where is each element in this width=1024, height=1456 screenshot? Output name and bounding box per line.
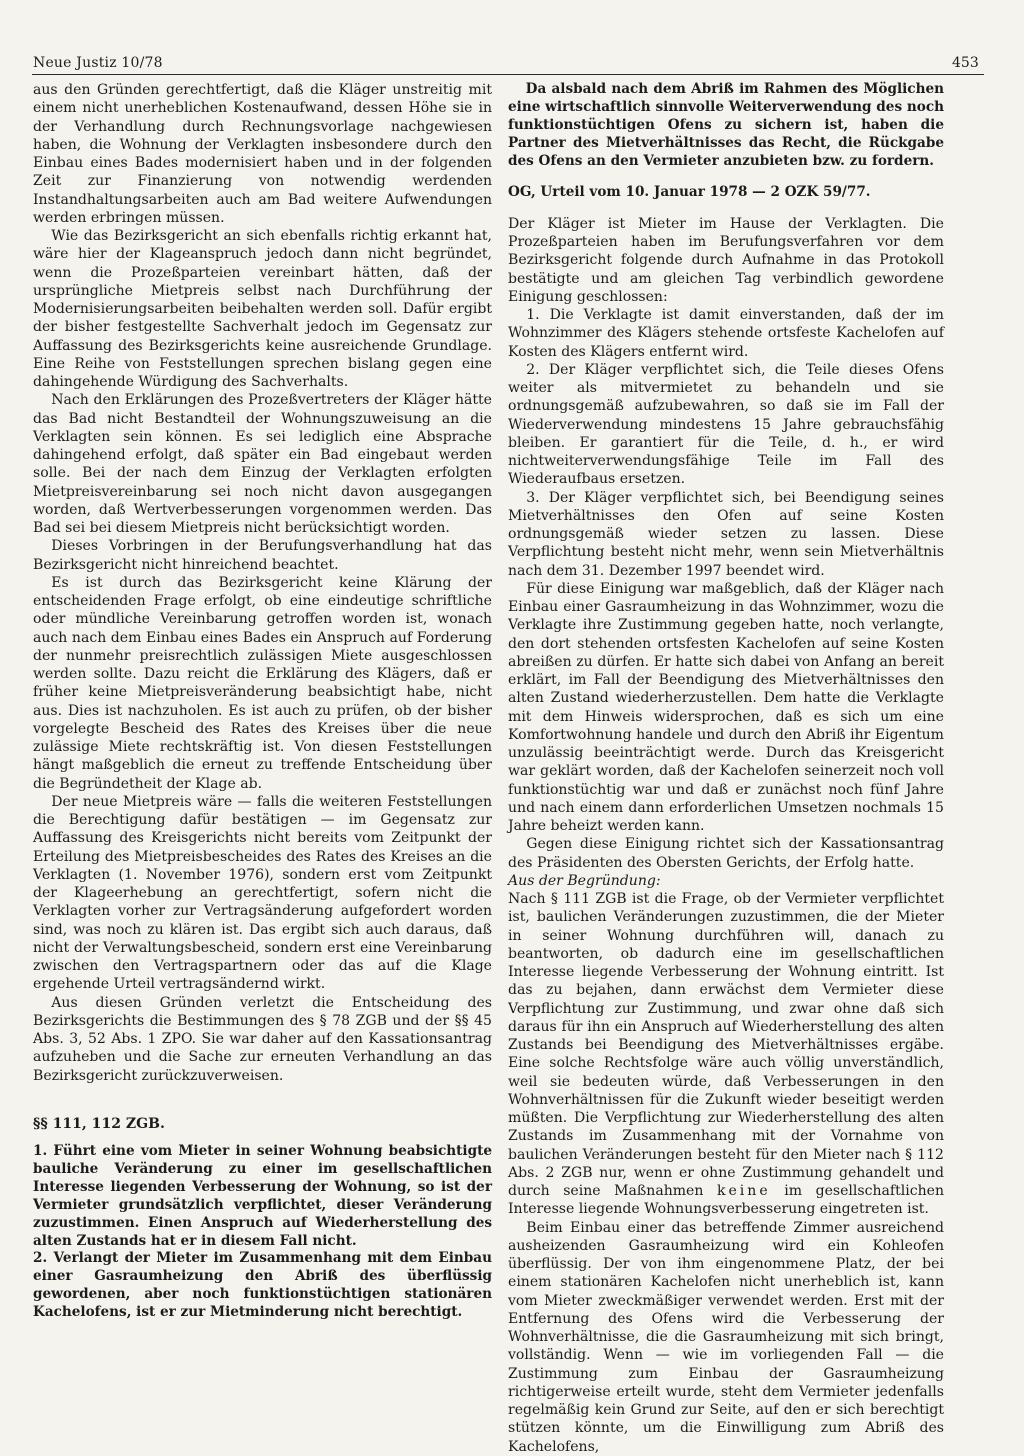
right-column (508, 81, 944, 1456)
paragraph: Gegen diese Einigung richtet sich der Kassationsantrag des Präsidenten des Obersten Gerichts, der Erfolg hatte. (508, 836, 944, 871)
paragraph: Beim Einbau einer das betreffende Zimmer ausreichend ausheizenden Gasraumheizung wird ein Kohleofen überflüssig. Der von ihm eingenommene Platz, der bei einem stationären Kachelofen nicht unerheblich ist, kann vom Mieter zweckmäßiger verwendet werden. Erst mit der Entfernung des Ofens wird die Verbesserung der Wohnverhältnisse, die die Gasraumheizung mit sich bringt, vollständig. Wenn — wie im vorliegenden Fall — die Zustimmung zum Einbau der Gasraumheizung richtigerweise erteilt wurde, steht dem Vermieter jedenfalls regelmäßig kein Grund zur Seite, auf den er sich berechtigt stützen könnte, um die Einwilligung zum Abriß des Kachelofens, (508, 1219, 944, 1455)
paragraph (508, 890, 944, 1219)
paragraph: Aus diesen Gründen verletzt die Entscheidung des Bezirksgerichts die Bestimmungen des § 78 ZGB und der §§ 45 Abs. 3, 52 Abs. 1 ZPO. Sie war daher auf den Kassationsantrag aufzuheben und die Sache zur erneuten Verhandlung an das Bezirksgericht zurückzuverweisen. (33, 994, 492, 1084)
reasoning-text: Nach § 111 ZGB ist die Frage, ob der Vermieter verpflichtet ist, baulichen Veränderungen zuzustimmen, die der Mieter in seiner Wohnung durchführen will, danach zu beantworten, ob dadurch eine im gesellschaftlichen Interesse liegende Verbesserung der Wohnung eintritt. Ist das zu bejahen, dann erwächst dem Vermieter diese Verpflichtung zur Zustimmung, und zwar ohne daß sich daraus für ihn ein Anspruch auf Wiederherstellung des alten Zustands bei Beendigung des Mietverhältnisses ergäbe. Eine solche Rechtsfolge wäre auch völlig unverständlich, weil sie bedeuten würde, daß Verbesserungen in den Wohnverhältnissen für die Zukunft wieder beseitigt werden müßten. Die Verpflichtung zur Wiederherstellung des alten Zustands im Zusammenhang mit der Vornahme von baulichen Veränderungen besteht für den Mieter nach § 112 Abs. 2 ZGB nur, wenn er ohne Zustimmung gehandelt und durch seine Maßnahmen (508, 891, 944, 1200)
paragraph: Für diese Einigung war maßgeblich, daß der Kläger nach Einbau einer Gasraumheizung in das Wohnzimmer, wozu die Verklagte ihre Zustimmung gegeben hatte, noch verlangte, den dort stehenden ortsfesten Kachelofen auf seine Kosten abreißen zu dürfen. Er hatte sich dabei von Anfang an bereit erklärt, im Fall der Beendigung des Mietverhältnisses den alten Zustand wiederherzustellen. Dem hatte die Verklagte mit dem Hinweis widersprochen, daß es sich um eine Komfortwohnung handele und durch den Abriß ihr Eigentum unzulässig beeinträchtigt werde. Durch das Kreisgericht war geklärt worden, daß der Kachelofen seinerzeit noch voll funktionstüchtig war und daß er zunächst noch fünf Jahre und nach einem dann erforderlichen Umsetzen nochmals 15 Jahre beheizt werden kann. (508, 580, 944, 835)
agreement-item: 2. Der Kläger verpflichtet sich, die Teile dieses Ofens weiter als mitvermietet zu behandeln und sie ordnungsgemäß aufzubewahren, so daß sie im Fall der Wiederverwendung mindestens 15 Jahre gebrauchsfähig bleiben. Er garantiert für die Teile, d. h., er wird nichtweiterverwendungsfähige Teile im Fall des Wiederaufbaus ersetzen. (508, 361, 944, 488)
page-number: 453 (952, 55, 979, 71)
paragraph: Es ist durch das Bezirksgericht keine Klärung der entscheidenden Frage erfolgt, ob eine eindeutige schriftliche oder mündliche Vereinbarung getroffen worden ist, wonach auch nach dem Einbau eines Bades ein Anspruch auf Forderung der nunmehr preisrechtlich zulässigen Miete ausgeschlossen werden sollte. Dazu reicht die Erklärung des Klägers, daß er früher keine Mietpreisveränderung beabsichtigt habe, nicht aus. Dies ist nachzuholen. Es ist auch zu prüfen, ob der bisher vorgelegte Bescheid des Rates des Kreises über die neue zulässige Miete rechtskräftig ist. Von diesen Feststellungen hängt maßgeblich die erneut zu treffende Entscheidung über die Begründetheit der Klage ab. (33, 574, 492, 792)
left-column (33, 81, 492, 1322)
emphasized-word: keine (716, 1183, 771, 1200)
paragraph: Nach den Erklärungen des Prozeßvertreters der Kläger hätte das Bad nicht Bestandteil der Wohnungszuweisung an die Verklagten sein können. Es sei lediglich eine Absprache dahingehend erfolgt, daß später ein Bad eingebaut werden solle. Bei der nach dem Einzug der Verklagten erfolgten Mietpreisvereinbarung sei noch nicht davon ausgegangen worden, daß Wertverbesserungen vorgenommen werden. Das Bad sei bei diesem Mietpreis nicht berücksichtigt worden. (33, 392, 492, 536)
header-rule (32, 74, 984, 75)
headnote-continued (508, 81, 944, 171)
case-reference: OG, Urteil vom 10. Januar 1978 — 2 OZK 59/77. (508, 183, 871, 200)
paragraph: Dieses Vorbringen in der Berufungsverhandlung hat das Bezirksgericht nicht hinreichend beachtet. (33, 538, 492, 573)
section-reference: §§ 111, 112 ZGB. (33, 1115, 165, 1132)
headnote-item: 1. Führt eine vom Mieter in seiner Wohnung beabsichtigte bauliche Veränderung zu einer im gesellschaftlichen Interesse liegenden Verbesserung der Wohnung, so ist der Vermieter grundsätzlich verpflichtet, dieser Veränderung zuzustimmen. Einen Anspruch auf Wiederherstellung des alten Zustands hat er in diesem Fall nicht. (33, 1143, 492, 1249)
paragraph: Der neue Mietpreis wäre — falls die weiteren Feststellungen die Berechtigung dafür bestätigen — im Gegensatz zur Auffassung des Kreisgerichts nicht bereits vom Zeitpunkt der Erteilung des Mietpreisbescheides des Rates des Kreises an die Verklagten (1. November 1976), sondern erst vom Zeitpunkt der Klageerhebung an gerechtfertigt, sofern nicht die Verklagten vorher zur Vertragsänderung aufgefordert worden sind, was noch zu klären ist. Das ergibt sich auch daraus, daß nicht der Verwaltungsbescheid, sondern erst eine Vereinbarung zwischen den Vertragspartnern oder das auf die Klage ergehende Urteil vertragsändernd wirkt. (33, 793, 492, 993)
headnote (33, 1143, 492, 1322)
paragraph: aus den Gründen gerechtfertigt, daß die Kläger unstreitig mit einem nicht unerheblichen Kostenaufwand, dessen Höhe sie in der Verhandlung durch Rechnungsvorlage nachgewiesen haben, die Wohnung der Verklagten insbesondere durch den Einbau eines Bades modernisiert haben und in der folgenden Zeit zur Finanzierung von notwendig werdenden Instandhaltungsarbeiten auch am Bad weitere Aufwendungen werden erbringen müssen. (33, 82, 492, 226)
headnote-item: Da alsbald nach dem Abriß im Rahmen des Möglichen eine wirtschaftlich sinnvolle Weiterverwendung des noch funktionstüchtigen Ofens zu sichern ist, haben die Partner des Mietverhältnisses das Recht, die Rückgabe des Ofens an den Vermieter anzubieten bzw. zu fordern. (508, 81, 944, 169)
journal-title: Neue Justiz 10/78 (33, 55, 163, 71)
reasoning-text: im gesellschaftlichen Interesse liegende Wohnungsverbesserung eingetreten ist. (508, 1183, 944, 1218)
agreement-item: 1. Die Verklagte ist damit einverstanden, daß der im Wohnzimmer des Klägers stehende ortsfeste Kachelofen auf Kosten des Klägers entfernt wird. (508, 307, 944, 360)
reasoning-heading: Aus der Begründung: (508, 872, 661, 889)
agreement-item: 3. Der Kläger verpflichtet sich, bei Beendigung seines Mietverhältnisses den Ofen auf seine Kosten ordnungsgemäß wieder setzen zu lassen. Diese Verpflichtung besteht nicht mehr, wenn sein Mietverhältnis nach dem 31. Dezember 1997 beendet wird. (508, 489, 944, 579)
paragraph: Der Kläger ist Mieter im Hause der Verklagten. Die Prozeßparteien haben im Berufungsverfahren vor dem Bezirksgericht folgende durch Aufnahme in das Protokoll bestätigte und am gleichen Tag verbindlich gewordene Einigung geschlossen: (508, 215, 944, 305)
paragraph: Wie das Bezirksgericht an sich ebenfalls richtig erkannt hat, wäre hier der Klageanspruch jedoch dann nicht begründet, wenn die Prozeßparteien vereinbart hätten, daß der ursprüngliche Mietpreis selbst nach Durchführung der Modernisierungsarbeiten beibehalten werden soll. Dafür ergibt der bisher festgestellte Sachverhalt jedoch im Gegensatz zur Auffassung des Bezirksgerichts keine ausreichende Grundlage. Eine Reihe von Feststellungen sprechen bislang gegen eine dahingehende Würdigung des Sachverhalts. (33, 228, 492, 390)
headnote-item: 2. Verlangt der Mieter im Zusammenhang mit dem Einbau einer Gasraumheizung den Abriß des überflüssig gewordenen, aber noch funktionstüchtigen stationären Kachelofens, ist er zur Mietminderung nicht berechtigt. (33, 1250, 492, 1321)
